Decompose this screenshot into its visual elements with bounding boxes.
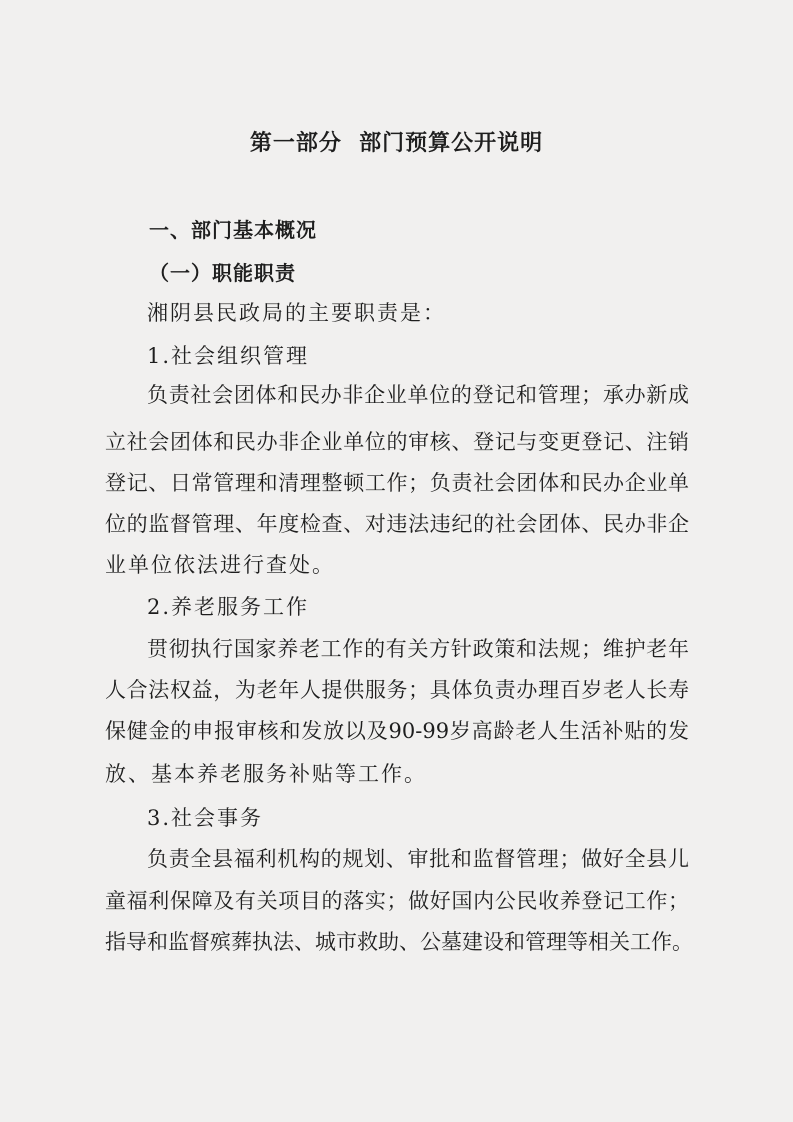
item-heading-1: 1.社会组织管理 xyxy=(147,344,310,368)
item-heading-3: 3.社会事务 xyxy=(147,806,264,830)
section-heading: 一、部门基本概况 xyxy=(149,218,317,242)
item-1-line-1: 负责社会团体和民办非企业单位的登记和管理；承办新成 xyxy=(147,383,689,407)
intro-paragraph: 湘阴县民政局的主要职责是： xyxy=(147,301,446,325)
item-2-line-2: 人合法权益，为老年人提供服务；具体负责办理百岁老人长寿 xyxy=(105,678,689,702)
item-3-line-1: 负责全县福利机构的规划、审批和监督管理；做好全县儿 xyxy=(147,847,689,871)
item-1-line-5: 业单位依法进行查处。 xyxy=(105,553,335,577)
item-heading-2: 2.养老服务工作 xyxy=(147,595,310,619)
item-2-line-1: 贯彻执行国家养老工作的有关方针政策和法规；维护老年 xyxy=(147,637,689,661)
page-title: 第一部分 部门预算公开说明 xyxy=(249,130,544,156)
item-3-line-3: 指导和监督殡葬执法、城市救助、公墓建设和管理等相关工作。 xyxy=(105,930,693,954)
item-2-line-3: 保健金的申报审核和发放以及90-99岁高龄老人生活补贴的发 xyxy=(105,719,689,743)
item-1-line-3: 登记、日常管理和清理整顿工作；负责社会团体和民办企业单 xyxy=(105,471,689,495)
item-1-line-2: 立社会团体和民办非企业单位的审核、登记与变更登记、注销 xyxy=(105,430,689,454)
item-2-line-4: 放、基本养老服务补贴等工作。 xyxy=(105,762,427,786)
subsection-heading: （一）职能职责 xyxy=(149,261,296,285)
item-3-line-2: 童福利保障及有关项目的落实；做好国内公民收养登记工作； xyxy=(105,889,689,913)
item-1-line-4: 位的监督管理、年度检查、对违法违纪的社会团体、民办非企 xyxy=(105,512,689,536)
